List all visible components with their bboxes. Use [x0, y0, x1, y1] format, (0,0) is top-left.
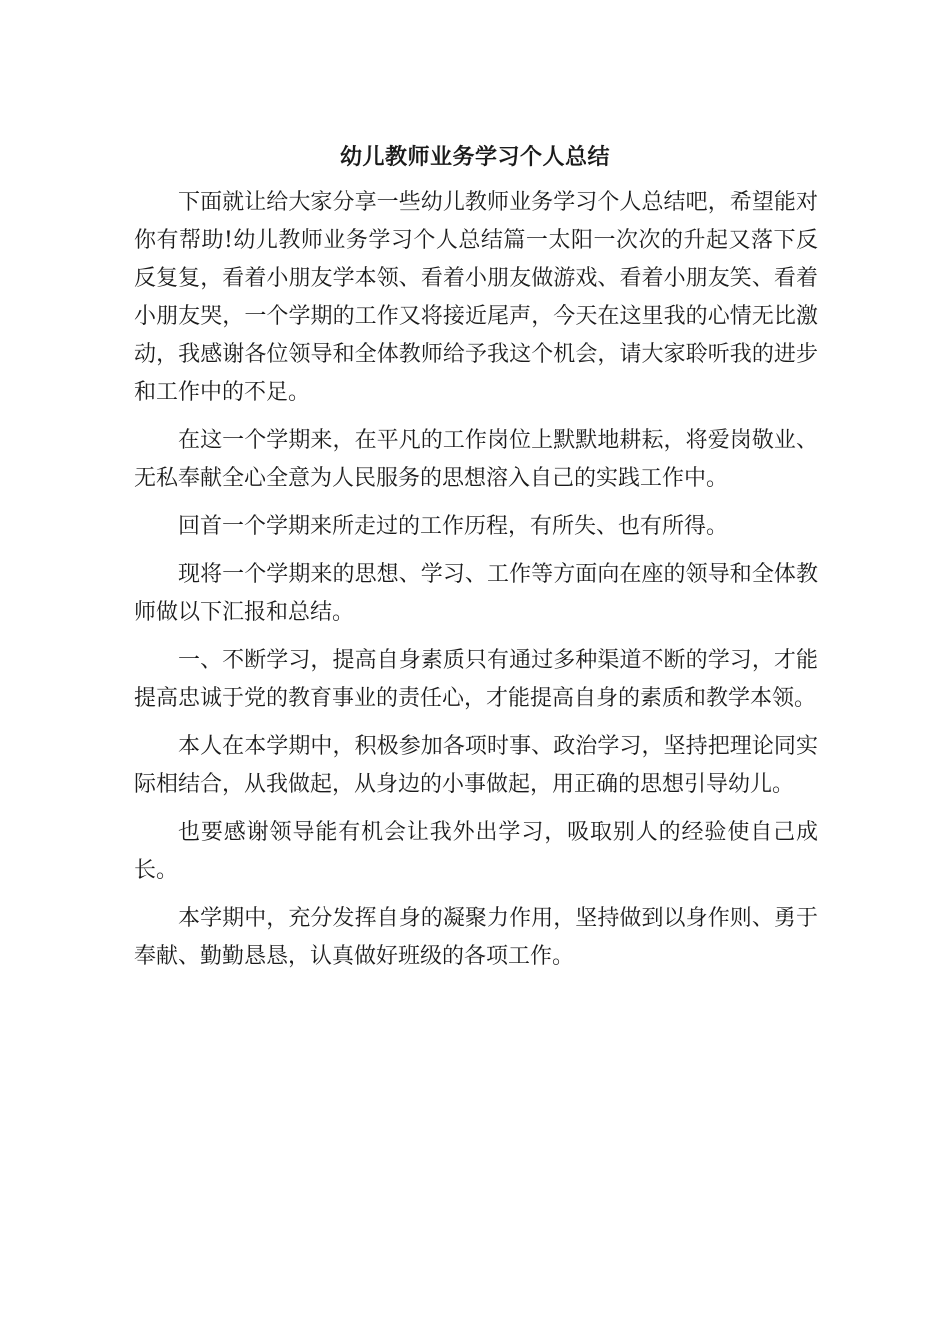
- paragraph-2: 在这一个学期来，在平凡的工作岗位上默默地耕耘，将爱岗敬业、无私奉献全心全意为人民服务的思想溶入自己的实践工作中。: [134, 428, 818, 491]
- paragraph-6: 本人在本学期中，积极参加各项时事、政治学习，坚持把理论同实际相结合，从我做起，从身边的小事做起，用正确的思想引导幼儿。: [134, 734, 818, 797]
- paragraph-1: 下面就让给大家分享一些幼儿教师业务学习个人总结吧，希望能对你有帮助!幼儿教师业务学习个人总结篇一太阳一次次的升起又落下反反复复，看着小朋友学本领、看着小朋友做游戏、看着小朋友笑、看着小朋友哭，一个学期的工作又将接近尾声，今天在这里我的心情无比激动，我感谢各位领导和全体教师给予我这个机会，请大家聆听我的进步和工作中的不足。: [134, 190, 818, 405]
- paragraph-5: 一、不断学习，提高自身素质只有通过多种渠道不断的学习，才能提高忠诚于党的教育事业的责任心，才能提高自身的素质和教学本领。: [134, 648, 818, 711]
- paragraph-3: 回首一个学期来所走过的工作历程，有所失、也有所得。: [178, 514, 729, 539]
- document-body: [134, 184, 818, 986]
- paragraph-4: 现将一个学期来的思想、学习、工作等方面向在座的领导和全体教师做以下汇报和总结。: [134, 562, 818, 625]
- paragraph-7: 也要感谢领导能有机会让我外出学习，吸取别人的经验使自己成长。: [134, 820, 818, 883]
- paragraph-8: 本学期中，充分发挥自身的凝聚力作用，坚持做到以身作则、勇于奉献、勤勤恳恳，认真做好班级的各项工作。: [134, 906, 818, 969]
- document-title: 幼儿教师业务学习个人总结: [339, 144, 610, 170]
